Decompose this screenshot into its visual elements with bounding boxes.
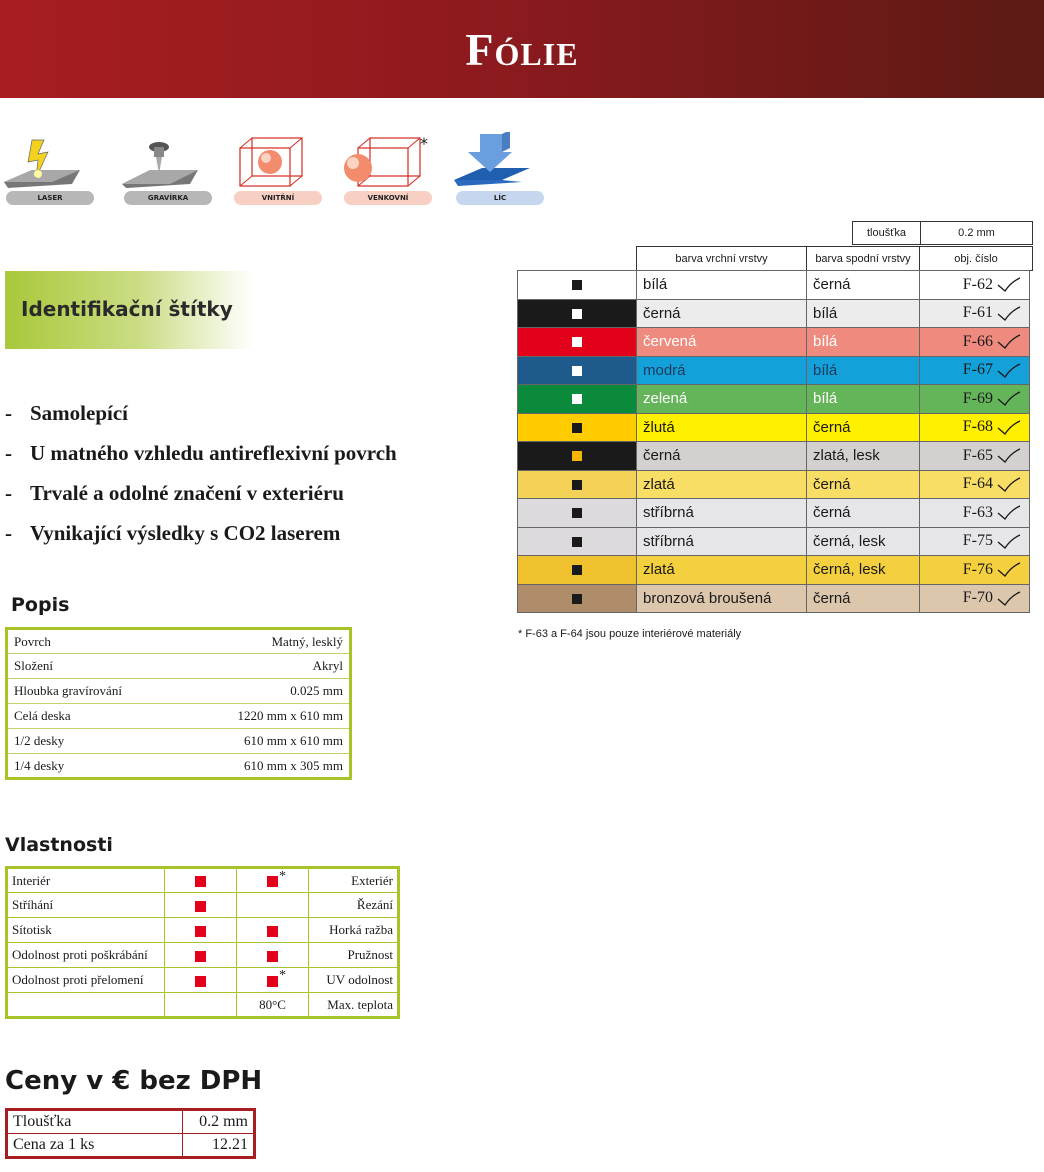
property-left-mark: [165, 943, 237, 968]
property-right-mark: [237, 993, 309, 1018]
footnote-star: *: [279, 869, 286, 884]
property-right-mark: [237, 893, 309, 918]
red-square-icon: [195, 976, 206, 987]
color-table-header: [636, 246, 1033, 271]
bottom-layer-color: černá, lesk: [807, 556, 920, 585]
top-layer-color: zlatá: [637, 556, 807, 585]
popis-value: Matný, lesklý: [179, 629, 351, 654]
property-left-mark: [165, 968, 237, 993]
property-row: [7, 893, 399, 918]
top-layer-color: zlatá: [637, 470, 807, 499]
marker-square-icon: [572, 565, 582, 575]
checkmark-icon: [997, 534, 1021, 550]
max-temp-value: 80°C: [259, 996, 286, 1012]
product-title: Identifikační štítky: [21, 297, 233, 321]
exterior-footnote-star: *: [420, 134, 428, 153]
property-left-mark: [165, 918, 237, 943]
prices-title: Ceny v € bez DPH: [5, 1066, 263, 1096]
property-left: Interiér: [7, 868, 165, 893]
property-left: Odolnost proti poškrábání: [7, 943, 165, 968]
order-code: F-68: [962, 418, 993, 436]
order-number: [920, 470, 1030, 499]
order-number: [920, 584, 1030, 613]
bottom-layer-color: zlatá, lesk: [807, 442, 920, 471]
marker-square-icon: [572, 337, 582, 347]
top-layer-color: černá: [637, 442, 807, 471]
red-square-icon: [195, 901, 206, 912]
top-layer-color: černá: [637, 299, 807, 328]
price-value: 12.21: [183, 1134, 255, 1158]
header-top-color: barva vrchní vrstvy: [637, 247, 807, 271]
bottom-layer-color: černá: [807, 499, 920, 528]
color-swatch: [518, 556, 637, 585]
engraving-icon: [120, 132, 220, 210]
interior-icon: [230, 132, 330, 210]
popis-label: Hloubka gravírování: [7, 679, 179, 704]
order-code: F-62: [962, 275, 993, 293]
popis-row: [7, 629, 351, 654]
order-code: F-63: [962, 503, 993, 521]
color-row: [518, 470, 1030, 499]
exterior-label: VENKOVNÍ: [344, 191, 432, 205]
checkmark-icon: [997, 562, 1021, 578]
order-number: [920, 299, 1030, 328]
checkmark-icon: [997, 391, 1021, 407]
header-order-number: obj. číslo: [920, 247, 1033, 271]
marker-square-icon: [572, 594, 582, 604]
marker-square-icon: [572, 508, 582, 518]
top-layer-color: červená: [637, 328, 807, 357]
property-right-mark: [237, 918, 309, 943]
color-row: [518, 356, 1030, 385]
bottom-layer-color: černá: [807, 584, 920, 613]
vlastnosti-table: [5, 866, 400, 1019]
color-row: [518, 385, 1030, 414]
marker-square-icon: [572, 280, 582, 290]
laser-icon: [2, 132, 102, 210]
price-label: Cena za 1 ks: [7, 1134, 183, 1158]
thickness-header: [852, 221, 1033, 245]
property-row: [7, 918, 399, 943]
popis-label: Povrch: [7, 629, 179, 654]
color-row: [518, 442, 1030, 471]
top-layer-color: modrá: [637, 356, 807, 385]
color-swatch: [518, 328, 637, 357]
order-number: [920, 271, 1030, 300]
property-right: UV odolnost: [309, 968, 399, 993]
color-swatch: [518, 499, 637, 528]
bottom-layer-color: bílá: [807, 328, 920, 357]
checkmark-icon: [997, 363, 1021, 379]
color-swatch: [518, 356, 637, 385]
property-right: Exteriér: [309, 868, 399, 893]
face-label: LÍC: [456, 191, 544, 205]
property-left: Sítotisk: [7, 918, 165, 943]
red-square-icon: [195, 926, 206, 937]
prices-table: [5, 1108, 256, 1159]
feature-item: - U matného vzhledu antireflexivní povrch: [5, 441, 397, 465]
popis-title: Popis: [11, 594, 70, 616]
price-row: [7, 1134, 255, 1158]
color-row: [518, 328, 1030, 357]
popis-row: [7, 754, 351, 779]
marker-square-icon: [572, 537, 582, 547]
color-row: [518, 556, 1030, 585]
footnote-star: *: [279, 968, 286, 983]
popis-value: 1220 mm x 610 mm: [179, 704, 351, 729]
material-icons-row: [0, 132, 540, 212]
checkmark-icon: [997, 334, 1021, 350]
color-swatch: [518, 527, 637, 556]
property-right-mark: [237, 968, 309, 993]
property-left: Stříhání: [7, 893, 165, 918]
property-right: Řezání: [309, 893, 399, 918]
feature-item: - Trvalé a odolné značení v exteriéru: [5, 481, 344, 505]
popis-label: Složení: [7, 654, 179, 679]
feature-item: - Vynikající výsledky s CO2 laserem: [5, 521, 341, 545]
order-code: F-61: [962, 304, 993, 322]
color-row: [518, 413, 1030, 442]
red-square-icon: [267, 876, 278, 887]
bottom-layer-color: černá: [807, 413, 920, 442]
order-number: [920, 442, 1030, 471]
price-value: 0.2 mm: [183, 1110, 255, 1134]
red-square-icon: [195, 876, 206, 887]
color-row: [518, 271, 1030, 300]
color-swatch: [518, 385, 637, 414]
checkmark-icon: [997, 591, 1021, 607]
popis-row: [7, 704, 351, 729]
engraving-label: GRAVÍRKA: [124, 191, 212, 205]
order-number: [920, 385, 1030, 414]
red-square-icon: [267, 951, 278, 962]
marker-square-icon: [572, 423, 582, 433]
order-code: F-65: [962, 446, 993, 464]
order-code: F-69: [962, 389, 993, 407]
color-swatch: [518, 271, 637, 300]
vlastnosti-title: Vlastnosti: [5, 834, 113, 856]
popis-row: [7, 654, 351, 679]
popis-value: 0.025 mm: [179, 679, 351, 704]
popis-label: 1/4 desky: [7, 754, 179, 779]
property-left: Odolnost proti přelomení: [7, 968, 165, 993]
marker-square-icon: [572, 366, 582, 376]
popis-value: 610 mm x 305 mm: [179, 754, 351, 779]
red-square-icon: [195, 951, 206, 962]
color-table-note: * F-63 a F-64 jsou pouze interiérové materiály: [518, 628, 742, 640]
property-right-mark: [237, 868, 309, 893]
order-code: F-76: [962, 560, 993, 578]
top-layer-color: zelená: [637, 385, 807, 414]
property-right: Horká ražba: [309, 918, 399, 943]
checkmark-icon: [997, 277, 1021, 293]
thickness-value: 0.2 mm: [921, 222, 1033, 245]
laser-label: LASER: [6, 191, 94, 205]
color-row: [518, 499, 1030, 528]
checkmark-icon: [997, 306, 1021, 322]
property-row: [7, 868, 399, 893]
feature-list: [5, 398, 397, 558]
color-swatch: [518, 470, 637, 499]
color-row: [518, 527, 1030, 556]
checkmark-icon: [997, 448, 1021, 464]
order-code: F-66: [962, 332, 993, 350]
order-number: [920, 328, 1030, 357]
property-left-mark: [165, 993, 237, 1018]
popis-value: 610 mm x 610 mm: [179, 729, 351, 754]
bottom-layer-color: černá, lesk: [807, 527, 920, 556]
marker-square-icon: [572, 309, 582, 319]
order-number: [920, 356, 1030, 385]
page-title: Fólie: [465, 23, 579, 75]
property-left-mark: [165, 893, 237, 918]
popis-table: [5, 627, 352, 780]
bottom-layer-color: bílá: [807, 299, 920, 328]
order-number: [920, 499, 1030, 528]
property-right-mark: [237, 943, 309, 968]
bottom-layer-color: černá: [807, 271, 920, 300]
property-row: [7, 943, 399, 968]
property-right: Max. teplota: [309, 993, 399, 1018]
header-bottom-color: barva spodní vrstvy: [807, 247, 920, 271]
bottom-layer-color: bílá: [807, 385, 920, 414]
marker-square-icon: [572, 451, 582, 461]
property-row: [7, 968, 399, 993]
feature-item: - Samolepící: [5, 401, 128, 425]
bottom-layer-color: bílá: [807, 356, 920, 385]
checkmark-icon: [997, 477, 1021, 493]
face-icon: [452, 132, 552, 210]
marker-square-icon: [572, 394, 582, 404]
property-right: Pružnost: [309, 943, 399, 968]
order-number: [920, 527, 1030, 556]
order-number: [920, 556, 1030, 585]
checkmark-icon: [997, 420, 1021, 436]
top-layer-color: žlutá: [637, 413, 807, 442]
property-left-mark: [165, 868, 237, 893]
marker-square-icon: [572, 480, 582, 490]
page-header: [0, 0, 1044, 98]
popis-label: Celá deska: [7, 704, 179, 729]
color-swatch: [518, 442, 637, 471]
property-row: [7, 993, 399, 1018]
interior-label: VNITŘNÍ: [234, 191, 322, 205]
top-layer-color: bílá: [637, 271, 807, 300]
popis-row: [7, 679, 351, 704]
thickness-label: tloušťka: [853, 222, 921, 245]
price-label: Tloušťka: [7, 1110, 183, 1134]
order-code: F-67: [962, 361, 993, 379]
top-layer-color: bronzová broušená: [637, 584, 807, 613]
color-swatch: [518, 299, 637, 328]
top-layer-color: stříbrná: [637, 527, 807, 556]
order-code: F-64: [962, 475, 993, 493]
popis-row: [7, 729, 351, 754]
color-row: [518, 299, 1030, 328]
popis-label: 1/2 desky: [7, 729, 179, 754]
bottom-layer-color: černá: [807, 470, 920, 499]
price-row: [7, 1110, 255, 1134]
checkmark-icon: [997, 505, 1021, 521]
property-left: [7, 993, 165, 1018]
top-layer-color: stříbrná: [637, 499, 807, 528]
red-square-icon: [267, 976, 278, 987]
color-row: [518, 584, 1030, 613]
popis-value: Akryl: [179, 654, 351, 679]
order-code: F-75: [962, 532, 993, 550]
color-swatch: [518, 413, 637, 442]
color-swatch: [518, 584, 637, 613]
color-table: [517, 270, 1030, 613]
order-number: [920, 413, 1030, 442]
order-code: F-70: [962, 589, 993, 607]
red-square-icon: [267, 926, 278, 937]
product-title-banner: [5, 271, 253, 349]
